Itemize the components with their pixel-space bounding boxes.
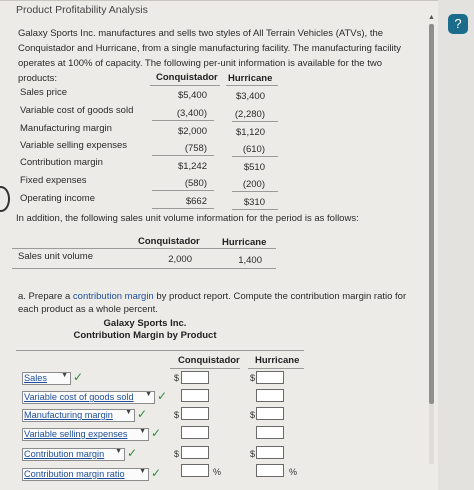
top-divider xyxy=(0,0,438,1)
check-icon: ✓ xyxy=(151,466,162,480)
report-company: Galaxy Sports Inc. xyxy=(103,318,187,329)
row-label: Variable cost of goods sold xyxy=(20,105,134,116)
hurricane-contribution-margin-input[interactable] xyxy=(256,446,284,459)
hurricane-sales-input[interactable] xyxy=(256,371,284,384)
page-title: Product Profitability Analysis xyxy=(16,4,148,16)
conquistador-variable-selling-input[interactable] xyxy=(181,426,209,439)
subtotal-rule xyxy=(152,155,214,156)
select-value: Contribution margin xyxy=(24,449,105,459)
row-label: Operating income xyxy=(20,193,95,204)
conquistador-cm-ratio-input[interactable] xyxy=(181,464,209,477)
hurricane-variable-selling-input[interactable] xyxy=(256,426,284,439)
check-icon: ✓ xyxy=(127,446,138,460)
row-select-contribution-margin[interactable] xyxy=(22,448,125,461)
check-icon: ✓ xyxy=(137,407,148,421)
row-label: Contribution margin xyxy=(20,157,103,168)
report-title-rule xyxy=(16,350,304,351)
part-a-instructions xyxy=(18,290,418,316)
row-label: Fixed expenses xyxy=(20,175,87,186)
select-value: Manufacturing margin xyxy=(24,410,113,420)
volume-cell-conquistador: 2,000 xyxy=(168,254,192,265)
currency-symbol: $ xyxy=(174,449,180,459)
report-header-rule xyxy=(248,368,304,369)
hurricane-cm-ratio-input[interactable] xyxy=(256,464,284,477)
contribution-margin-link[interactable]: contribution margin xyxy=(72,291,154,302)
conquistador-contribution-margin-input[interactable] xyxy=(181,446,209,459)
percent-symbol: % xyxy=(213,467,222,477)
problem-intro: Galaxy Sports Inc. manufactures and sells two styles of All Terrain Vehicles (ATVs), the Conquistador and Hurricane, from a single manufacturing facility. The manufacturing facility operates at 100% of capacity. The following per-unit information is available for the two products: xyxy=(18,28,402,84)
check-icon: ✓ xyxy=(157,389,168,403)
row-label: Manufacturing margin xyxy=(20,123,112,134)
chevron-down-icon: ▼ xyxy=(139,428,146,435)
cell-hurricane: (610) xyxy=(242,144,265,155)
chevron-down-icon: ▼ xyxy=(125,409,132,416)
unit-col-hurricane: Hurricane xyxy=(228,73,273,84)
volume-intro: In addition, the following sales unit volume information for the period is as follows: xyxy=(16,213,359,224)
conquistador-manufacturing-margin-input[interactable] xyxy=(181,407,209,420)
row-select-variable-cogs[interactable] xyxy=(22,391,155,404)
cell-hurricane: $510 xyxy=(243,162,265,173)
cell-conquistador: $1,242 xyxy=(177,161,207,172)
right-sidebar xyxy=(438,0,474,490)
conquistador-sales-input[interactable] xyxy=(181,371,209,384)
cell-hurricane: $1,120 xyxy=(235,127,265,138)
cell-conquistador: $2,000 xyxy=(177,126,207,137)
report-header-rule xyxy=(170,368,240,369)
volume-cell-hurricane: 1,400 xyxy=(238,255,262,266)
scroll-up-icon[interactable]: ▲ xyxy=(428,14,435,21)
select-value: Variable cost of goods sold xyxy=(24,392,134,402)
chevron-down-icon: ▼ xyxy=(61,372,68,379)
currency-symbol: $ xyxy=(174,410,180,420)
currency-symbol: $ xyxy=(250,410,256,420)
total-rule xyxy=(232,209,278,210)
report-col-hurricane: Hurricane xyxy=(255,355,300,366)
check-icon: ✓ xyxy=(151,426,162,440)
part-a-prefix: a. Prepare a xyxy=(18,291,73,302)
cell-conquistador: $662 xyxy=(185,196,207,207)
header-rule xyxy=(226,85,278,86)
select-value: Sales xyxy=(24,373,47,383)
volume-row-label: Sales unit volume xyxy=(18,251,93,262)
cell-conquistador: (580) xyxy=(184,178,207,189)
report-col-conquistador: Conquistador xyxy=(178,355,240,366)
select-value: Contribution margin ratio xyxy=(24,469,125,479)
currency-symbol: $ xyxy=(250,449,256,459)
chevron-down-icon: ▼ xyxy=(145,391,152,398)
volume-col-hurricane: Hurricane xyxy=(222,237,267,248)
subtotal-rule xyxy=(232,121,278,122)
cell-conquistador: (758) xyxy=(184,143,207,154)
subtotal-rule xyxy=(232,191,278,192)
cell-hurricane: $310 xyxy=(243,197,265,208)
unit-col-conquistador: Conquistador xyxy=(156,72,218,83)
help-icon[interactable]: ? xyxy=(448,14,468,34)
header-rule xyxy=(150,85,220,86)
row-select-contribution-margin-ratio[interactable] xyxy=(22,468,149,481)
cell-conquistador: $5,400 xyxy=(177,90,207,101)
total-rule xyxy=(152,208,214,209)
row-select-variable-selling-expenses[interactable] xyxy=(22,428,149,441)
currency-symbol: $ xyxy=(250,373,256,383)
volume-bottom-rule xyxy=(12,268,276,269)
check-icon: ✓ xyxy=(73,370,84,384)
cell-conquistador: (3,400) xyxy=(176,108,207,119)
volume-col-conquistador: Conquistador xyxy=(138,236,200,247)
scrollbar-thumb[interactable] xyxy=(429,24,434,404)
report-title: Contribution Margin by Product xyxy=(73,330,217,341)
cell-hurricane: $3,400 xyxy=(235,91,265,102)
select-value: Variable selling expenses xyxy=(24,429,128,439)
volume-header-rule xyxy=(12,248,276,249)
cell-hurricane: (200) xyxy=(242,179,265,190)
row-select-manufacturing-margin[interactable] xyxy=(22,409,135,422)
hurricane-manufacturing-margin-input[interactable] xyxy=(256,407,284,420)
row-label: Sales price xyxy=(20,87,67,98)
part-a-suffix: by product report. Compute the contribution margin ratio for each product as a whole percent. xyxy=(18,291,407,315)
chevron-down-icon: ▼ xyxy=(115,448,122,455)
row-select-sales[interactable] xyxy=(22,372,71,385)
percent-symbol: % xyxy=(289,467,298,477)
hurricane-variable-cogs-input[interactable] xyxy=(256,389,284,402)
partial-circle-graphic xyxy=(0,186,10,212)
subtotal-rule xyxy=(152,120,214,121)
chevron-down-icon: ▼ xyxy=(139,468,146,475)
subtotal-rule xyxy=(152,190,214,191)
currency-symbol: $ xyxy=(174,373,180,383)
row-label: Variable selling expenses xyxy=(20,140,128,151)
cell-hurricane: (2,280) xyxy=(234,109,265,120)
subtotal-rule xyxy=(232,156,278,157)
conquistador-variable-cogs-input[interactable] xyxy=(181,389,209,402)
